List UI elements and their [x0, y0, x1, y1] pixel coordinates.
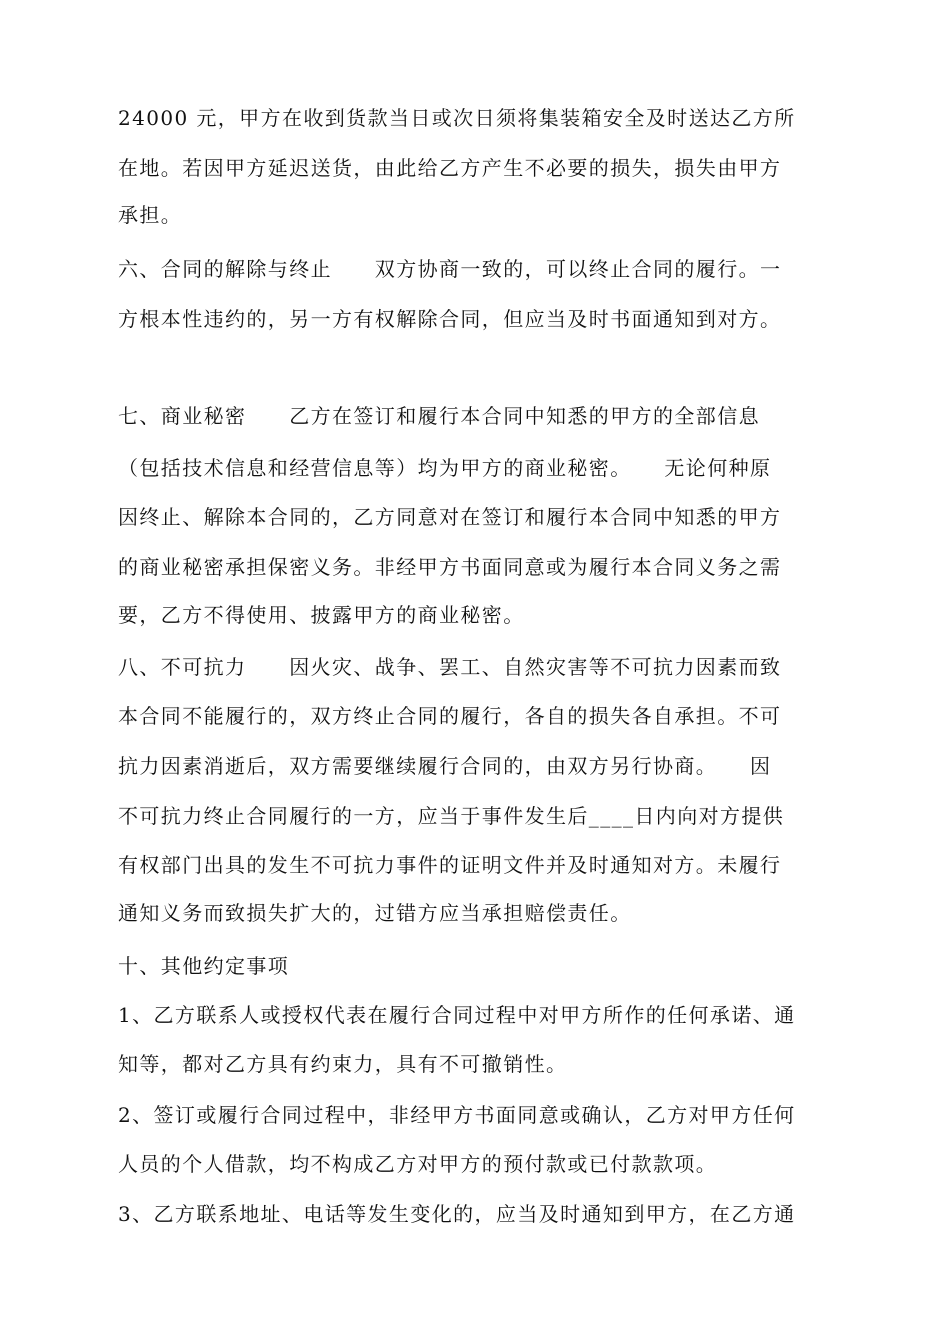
- text-line: 因终止、解除本合同的，乙方同意对在签订和履行本合同中知悉的甲方: [118, 505, 782, 529]
- text-line: 不可抗力终止合同履行的一方，应当于事件发生后____日内向对方提供: [118, 804, 785, 828]
- text-line: 抗力因素消逝后，双方需要继续履行合同的，由双方另行协商。 因: [118, 754, 772, 778]
- text-line: 的商业秘密承担保密义务。非经甲方书面同意或为履行本合同义务之需: [118, 555, 782, 579]
- text-line: 24000 元，甲方在收到货款当日或次日须将集装箱安全及时送达乙方所: [118, 106, 796, 130]
- text-line: 知等，都对乙方具有约束力，具有不可撤销性。: [118, 1052, 568, 1076]
- section-heading-line: 七、商业秘密 乙方在签订和履行本合同中知悉的甲方的全部信息: [118, 404, 760, 428]
- text-line: 人员的个人借款，均不构成乙方对甲方的预付款或已付款款项。: [118, 1152, 718, 1176]
- section-heading-line: 十、其他约定事项: [118, 954, 290, 978]
- list-item-line: 1、乙方联系人或授权代表在履行合同过程中对甲方所作的任何承诺、通: [118, 1003, 796, 1027]
- text-line: （包括技术信息和经营信息等）均为甲方的商业秘密。 无论何种原: [118, 456, 772, 480]
- text-line: 承担。: [118, 203, 183, 227]
- text-line: 在地。若因甲方延迟送货，由此给乙方产生不必要的损失，损失由甲方: [118, 156, 782, 180]
- section-heading-line: 六、合同的解除与终止 双方协商一致的，可以终止合同的履行。一: [118, 257, 782, 281]
- list-item-line: 2、签订或履行合同过程中，非经甲方书面同意或确认，乙方对甲方任何: [118, 1103, 796, 1127]
- text-line: 有权部门出具的发生不可抗力事件的证明文件并及时通知对方。未履行: [118, 853, 782, 877]
- text-line: 通知义务而致损失扩大的，过错方应当承担赔偿责任。: [118, 901, 632, 925]
- section-heading-line: 八、不可抗力 因火灾、战争、罢工、自然灾害等不可抗力因素而致: [118, 655, 782, 679]
- list-item-line: 3、乙方联系地址、电话等发生变化的，应当及时通知到甲方，在乙方通: [118, 1202, 796, 1226]
- text-line: 本合同不能履行的，双方终止合同的履行，各自的损失各自承担。不可: [118, 704, 782, 728]
- text-line: 方根本性违约的，另一方有权解除合同，但应当及时书面通知到对方。: [118, 307, 782, 331]
- text-line: 要，乙方不得使用、披露甲方的商业秘密。: [118, 603, 525, 627]
